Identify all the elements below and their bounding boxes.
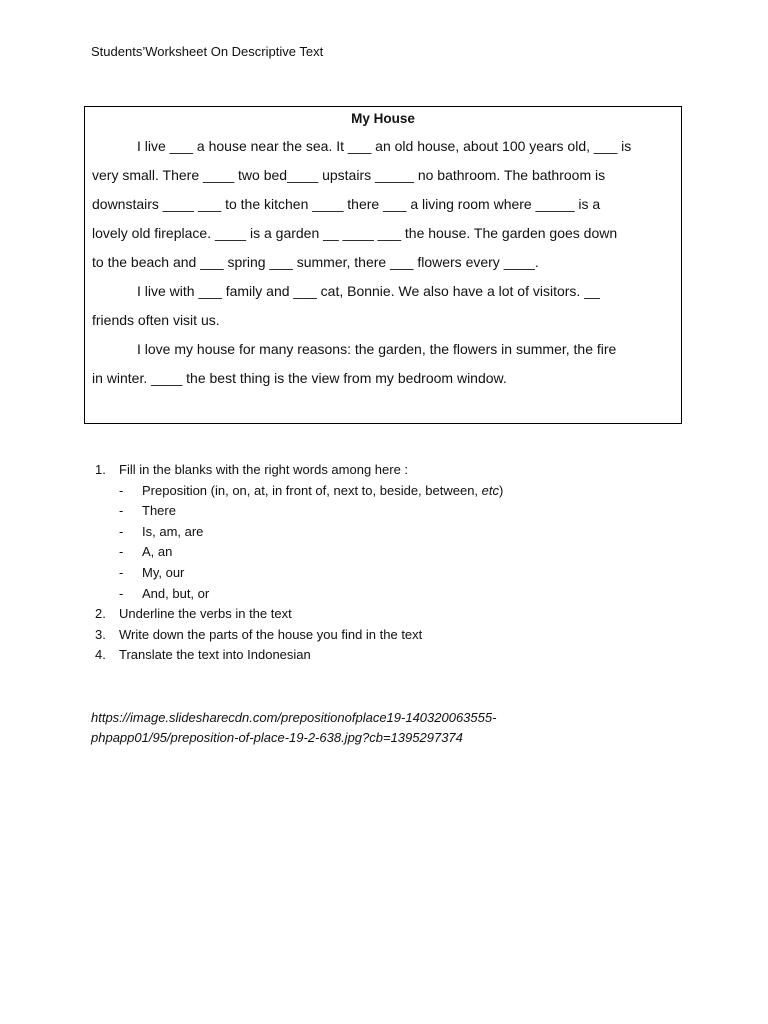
worksheet-header: Students’Worksheet On Descriptive Text xyxy=(91,44,324,59)
instruction-number: 3. xyxy=(95,626,106,642)
instruction-text: Translate the text into Indonesian xyxy=(119,647,311,663)
word-option-item xyxy=(95,522,655,543)
word-option-item xyxy=(95,542,655,563)
word-option-item xyxy=(95,563,655,584)
bullet-dash: - xyxy=(119,482,124,498)
word-option-item xyxy=(95,584,655,605)
instruction-text: Fill in the blanks with the right words among here : xyxy=(119,462,409,477)
instruction-item xyxy=(95,604,655,625)
bullet-dash: - xyxy=(119,503,124,519)
word-option-item xyxy=(95,501,655,522)
passage-title: My House xyxy=(351,111,415,126)
source-url-line: phpapp01/95/preposition-of-place-19-2-638.jpg?cb=1395297374 xyxy=(91,730,463,745)
instruction-number: 4. xyxy=(95,647,106,663)
word-option-text: Is, am, are xyxy=(142,523,204,539)
instruction-item xyxy=(95,460,655,481)
bullet-dash: - xyxy=(119,564,124,580)
instruction-list xyxy=(95,460,655,666)
word-option-item xyxy=(95,481,655,502)
bullet-dash: - xyxy=(119,585,124,601)
word-option-italic: etc xyxy=(481,482,499,498)
passage-line: downstairs ____ ___ to the kitchen ____ there ___ a living room where _____ is a xyxy=(92,196,601,212)
passage-line: I live with ___ family and ___ cat, Bonnie. We also have a lot of visitors. __ xyxy=(137,283,600,299)
instruction-text: Write down the parts of the house you find in the text xyxy=(119,626,423,642)
instruction-item xyxy=(95,645,655,666)
source-url-line: https://image.slidesharecdn.com/prepositionofplace19-140320063555- xyxy=(91,710,497,725)
passage-line: lovely old fireplace. ____ is a garden __ ____ ___ the house. The garden goes down xyxy=(92,225,618,241)
instruction-number: 1. xyxy=(95,462,106,477)
passage-line: in winter. ____ the best thing is the view from my bedroom window. xyxy=(92,370,507,386)
passage-line: very small. There ____ two bed____ upstairs _____ no bathroom. The bathroom is xyxy=(92,167,606,183)
passage-line: I live ___ a house near the sea. It ___ an old house, about 100 years old, ___ is xyxy=(137,138,632,154)
passage-paragraph-1 xyxy=(92,132,678,277)
passage-text xyxy=(92,132,678,393)
word-option-text: My, our xyxy=(142,564,185,580)
instruction-number: 2. xyxy=(95,606,106,622)
word-option-text: A, an xyxy=(142,544,173,560)
passage-line: friends often visit us. xyxy=(92,312,220,328)
bullet-dash: - xyxy=(119,544,124,560)
passage-box xyxy=(84,106,682,424)
passage-line: to the beach and ___ spring ___ summer, there ___ flowers every ____. xyxy=(92,254,539,270)
passage-paragraph-3 xyxy=(92,335,678,393)
bullet-dash: - xyxy=(119,523,124,539)
word-option-text: There xyxy=(142,503,176,519)
instruction-text: Underline the verbs in the text xyxy=(119,606,292,622)
word-option-text: Preposition (in, on, at, in front of, next to, beside, between, xyxy=(142,482,482,498)
word-option-text: And, but, or xyxy=(142,585,210,601)
source-url xyxy=(91,708,496,748)
word-option-text-end: ) xyxy=(499,482,504,498)
instruction-item xyxy=(95,625,655,646)
passage-line: I love my house for many reasons: the garden, the flowers in summer, the fire xyxy=(137,341,617,357)
passage-paragraph-2 xyxy=(92,277,678,335)
